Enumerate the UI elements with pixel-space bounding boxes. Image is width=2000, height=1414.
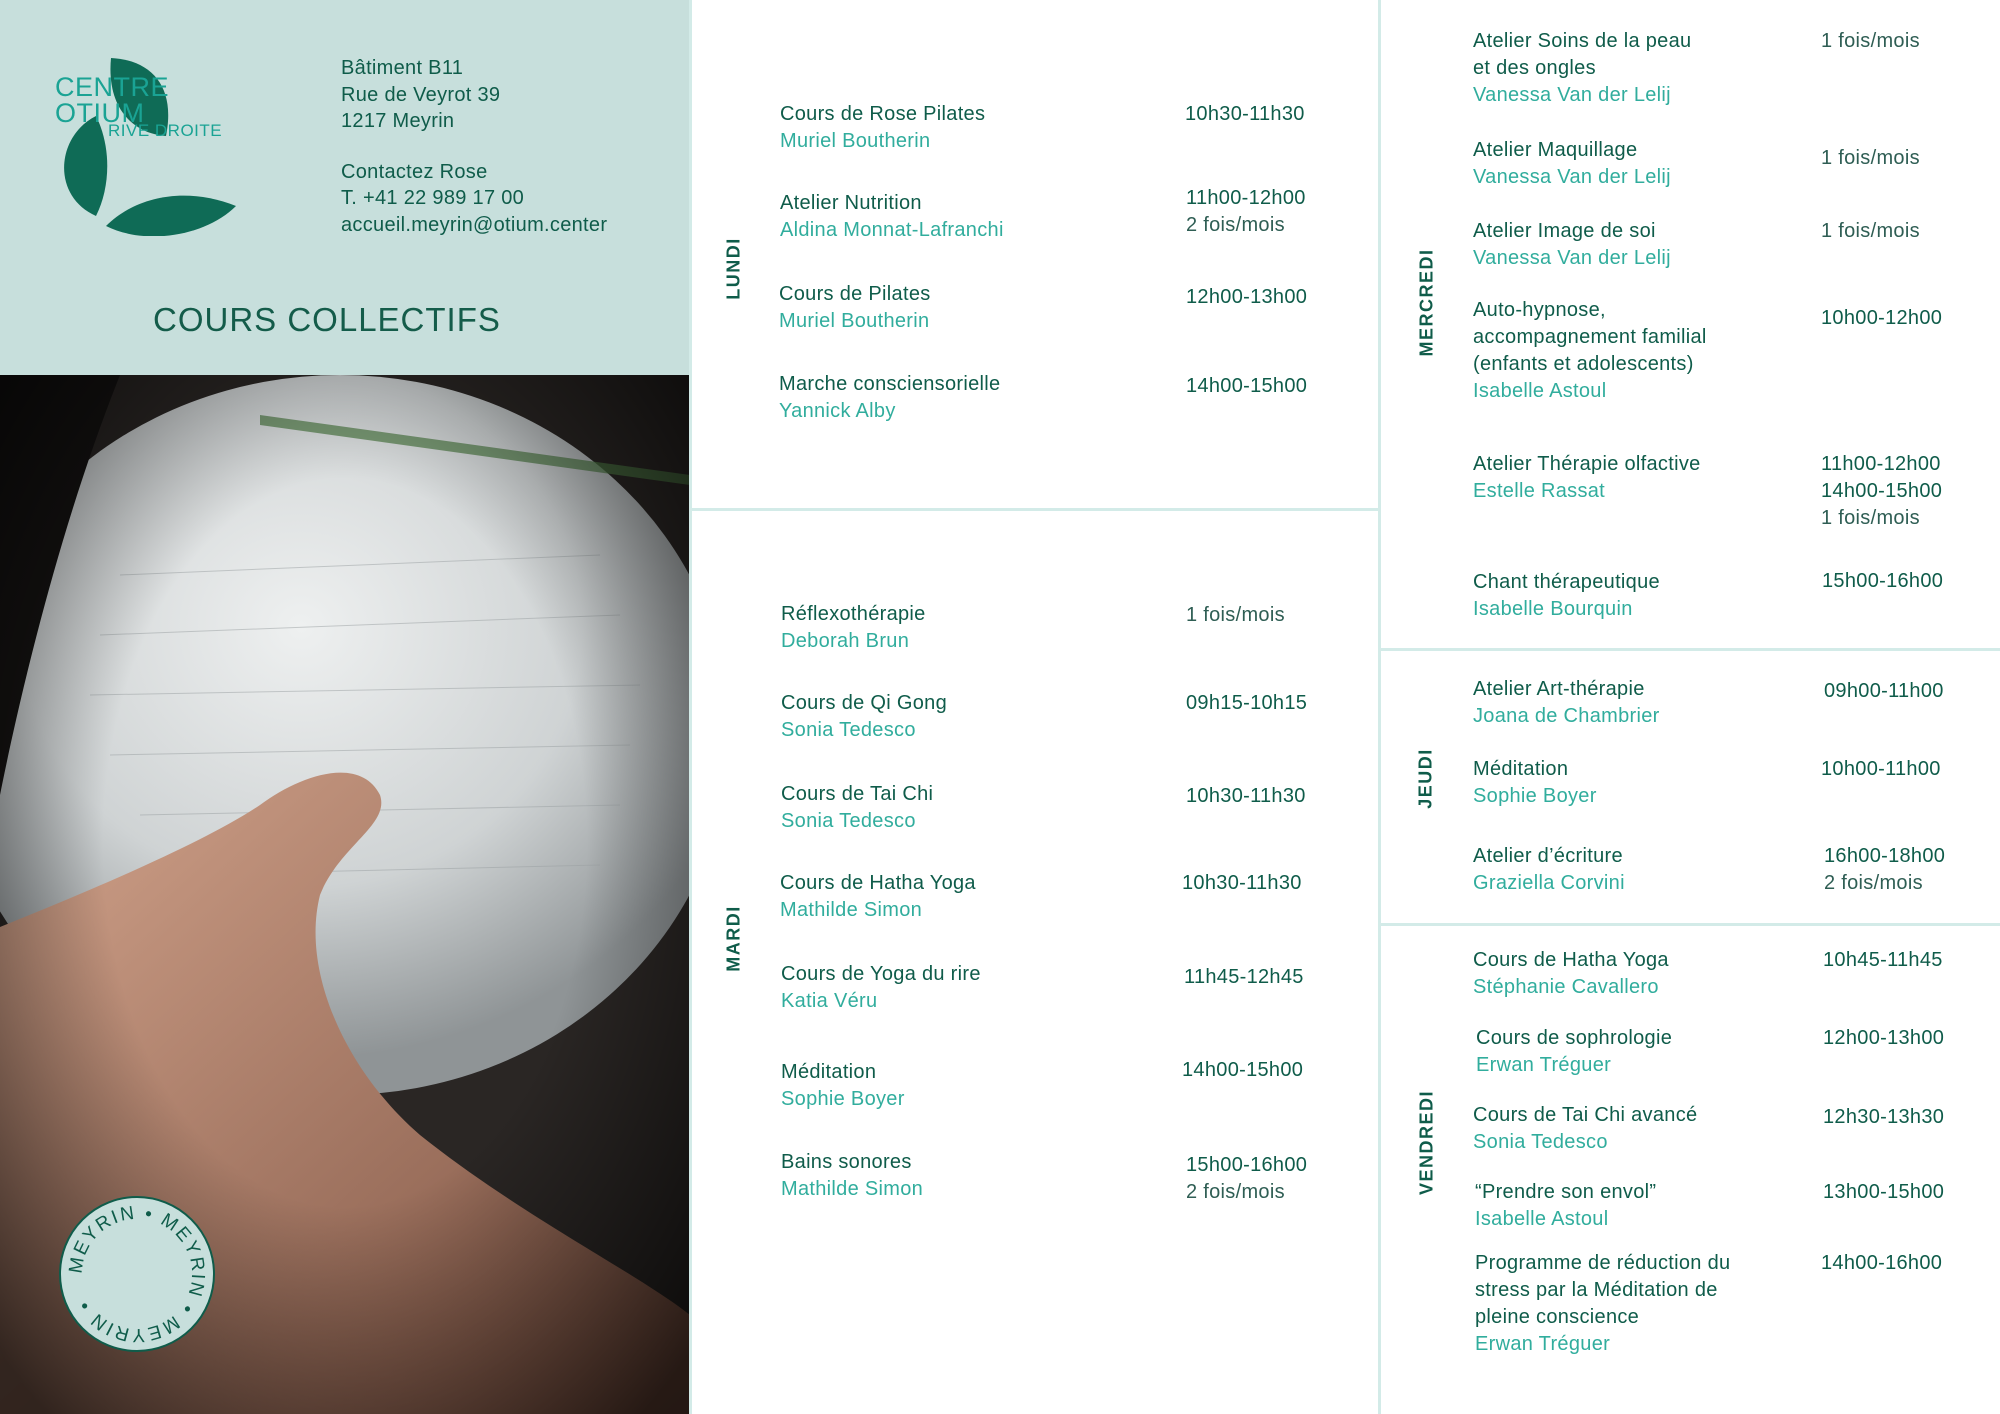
day-label-mardi: MARDI [723,905,744,972]
class-teacher: Sonia Tedesco [1473,1131,1608,1153]
class-time: 14h00-15h00 [1821,480,1943,502]
class-frequency: 1 fois/mois [1821,507,1920,529]
class-time: 14h00-15h00 [1182,1059,1304,1081]
class-time: 09h00-11h00 [1824,680,1944,702]
class-title: Marche consciensorielle [779,373,1001,395]
class-item [780,870,976,924]
class-teacher: Sonia Tedesco [781,719,916,741]
class-title: Méditation [1473,758,1569,780]
class-item [1473,676,1660,730]
class-teacher: Erwan Tréguer [1475,1333,1611,1355]
class-teacher: Muriel Boutherin [780,130,931,152]
divider-lundi-mardi [690,508,1378,511]
class-teacher: Mathilde Simon [780,899,923,921]
day-label-jeudi: JEUDI [1415,748,1436,809]
divider-left [689,0,692,1414]
class-title: Bains sonores [781,1151,912,1173]
class-item [781,961,981,1015]
class-teacher: Graziella Corvini [1473,872,1625,894]
class-title: Auto-hypnose, [1473,299,1606,321]
class-title: Atelier Nutrition [780,192,922,214]
class-title: Cours de Yoga du rire [781,963,981,985]
class-title: Cours de sophrologie [1476,1027,1673,1049]
class-teacher: Vanessa Van der Lelij [1473,247,1671,269]
class-item [1473,569,1660,623]
class-teacher: Sonia Tedesco [781,810,916,832]
class-frequency: 2 fois/mois [1186,214,1285,236]
class-item [1475,1179,1656,1233]
day-label-lundi: LUNDI [723,237,744,300]
class-teacher: Aldina Monnat-Lafranchi [780,219,1004,241]
class-title: Cours de Tai Chi avancé [1473,1104,1698,1126]
class-title: Atelier Image de soi [1473,220,1656,242]
class-time: 10h00-12h00 [1821,307,1943,329]
address-building: Bâtiment B11 [341,57,464,79]
contact-label: Contactez Rose [341,161,488,183]
badge-text: MEYRIN • MEYRIN • MEYRIN • [65,1202,209,1346]
class-frequency: 2 fois/mois [1186,1181,1285,1203]
class-item [779,371,1000,425]
logo-text-rive-droite: RIVE DROITE [108,121,223,140]
class-frequency: 1 fois/mois [1821,30,1920,52]
class-schedule [1824,843,1945,897]
address-street: Rue de Veyrot 39 [341,84,501,106]
class-time: 14h00-15h00 [1186,375,1308,397]
class-title: Cours de Hatha Yoga [780,872,976,894]
class-frequency: 2 fois/mois [1824,872,1923,894]
class-item [781,601,926,655]
class-teacher: Yannick Alby [779,400,896,422]
meyrin-badge [58,1195,216,1353]
class-item [781,1149,923,1203]
class-frequency: 1 fois/mois [1186,604,1285,626]
class-teacher: Isabelle Astoul [1475,1208,1609,1230]
class-time: 10h30-11h30 [1182,872,1302,894]
class-item [1473,297,1707,405]
class-teacher: Isabelle Astoul [1473,380,1607,402]
class-title: Atelier Soins de la peau [1473,30,1692,52]
class-title: Méditation [781,1061,877,1083]
class-item [1473,137,1671,191]
class-item [1473,218,1671,272]
class-time: 12h00-13h00 [1186,286,1308,308]
class-title: Atelier Thérapie olfactive [1473,453,1701,475]
class-time: 11h45-12h45 [1184,966,1304,988]
class-time: 13h00-15h00 [1823,1181,1945,1203]
day-label-mercredi: MERCREDI [1416,248,1437,357]
class-schedule [1821,451,1942,532]
class-item [781,781,933,835]
class-title: Chant thérapeutique [1473,571,1660,593]
logo-text-centre: CENTRE [55,72,170,102]
class-item [1475,1250,1730,1358]
class-item [1473,451,1701,505]
class-teacher: Katia Véru [781,990,878,1012]
divider-mercredi-jeudi [1380,648,2000,651]
class-time: 10h45-11h45 [1823,949,1943,971]
class-item [781,1059,905,1113]
class-item [779,281,931,335]
logo-text-otium: OTIUM [55,98,145,128]
class-teacher: Sophie Boyer [781,1088,905,1110]
class-teacher: Joana de Chambrier [1473,705,1660,727]
class-title: Atelier Art-thérapie [1473,678,1645,700]
class-item [1473,756,1597,810]
class-teacher: Isabelle Bourquin [1473,598,1633,620]
class-time: 10h30-11h30 [1185,103,1305,125]
class-frequency: 1 fois/mois [1821,220,1920,242]
class-title: (enfants et adolescents) [1473,353,1694,375]
address-city: 1217 Meyrin [341,110,455,132]
class-teacher: Muriel Boutherin [779,310,930,332]
class-item [1473,28,1691,109]
class-title: Programme de réduction du [1475,1252,1731,1274]
class-title: Atelier Maquillage [1473,139,1638,161]
class-item [780,190,1004,244]
class-title: Réflexothérapie [781,603,926,625]
class-title: “Prendre son envol” [1475,1181,1657,1203]
class-title: Cours de Tai Chi [781,783,934,805]
class-teacher: Sophie Boyer [1473,785,1597,807]
class-time: 10h30-11h30 [1186,785,1306,807]
class-teacher: Erwan Tréguer [1476,1054,1612,1076]
class-title: stress par la Méditation de [1475,1279,1718,1301]
class-item [1473,947,1669,1001]
class-title: Cours de Rose Pilates [780,103,986,125]
class-frequency: 1 fois/mois [1821,147,1920,169]
email-link[interactable]: accueil.meyrin@otium.center [341,214,608,236]
class-teacher: Deborah Brun [781,630,910,652]
phone-link[interactable]: T. +41 22 989 17 00 [341,187,525,209]
class-title: pleine conscience [1475,1306,1640,1328]
class-title: et des ongles [1473,57,1596,79]
header-panel [0,0,690,375]
class-time: 11h00-12h00 [1186,187,1306,209]
class-time: 12h00-13h00 [1823,1027,1945,1049]
class-teacher: Stéphanie Cavallero [1473,976,1659,998]
divider-middle [1378,0,1381,1414]
class-item [1476,1025,1672,1079]
class-title: Atelier d’écriture [1473,845,1623,867]
divider-jeudi-vendredi [1380,923,2000,926]
day-label-vendredi: VENDREDI [1416,1090,1437,1196]
class-time: 09h15-10h15 [1186,692,1308,714]
class-item [780,101,985,155]
class-title: Cours de Hatha Yoga [1473,949,1669,971]
class-schedule [1186,1152,1307,1206]
class-item [781,690,947,744]
class-time: 12h30-13h30 [1823,1106,1945,1128]
class-schedule [1186,185,1306,239]
class-item [1473,1102,1697,1156]
class-time: 16h00-18h00 [1824,845,1946,867]
class-teacher: Mathilde Simon [781,1178,924,1200]
class-time: 10h00-11h00 [1821,758,1941,780]
class-teacher: Vanessa Van der Lelij [1473,84,1671,106]
class-title: Cours de Pilates [779,283,931,305]
class-time: 15h00-16h00 [1822,570,1944,592]
class-time: 14h00-16h00 [1821,1252,1943,1274]
class-title: accompagnement familial [1473,326,1707,348]
class-teacher: Estelle Rassat [1473,480,1606,502]
class-title: Cours de Qi Gong [781,692,947,714]
page-title: COURS COLLECTIFS [153,301,501,338]
class-time: 15h00-16h00 [1186,1154,1308,1176]
class-time: 11h00-12h00 [1821,453,1941,475]
class-item [1473,843,1625,897]
class-teacher: Vanessa Van der Lelij [1473,166,1671,188]
